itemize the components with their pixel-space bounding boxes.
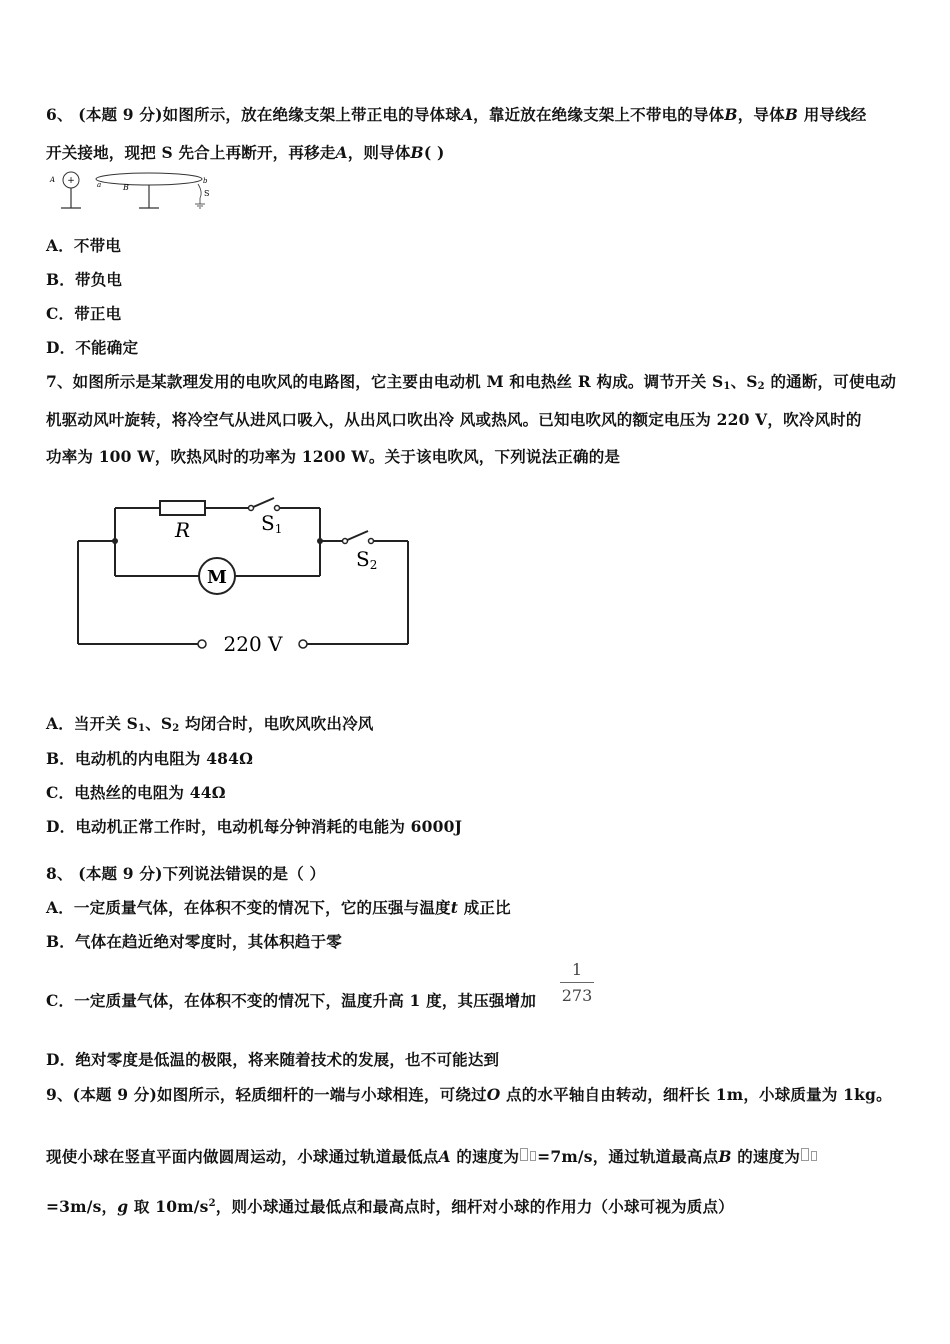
terminal-left <box>198 640 206 648</box>
q9-stem-line-2: 现使小球在竖直平面内做圆周运动，小球通过轨道最低点A 的速度为 =7m/s，通过轨道最高点B 的速度为 <box>46 1145 818 1167</box>
missing-symbol-placeholder <box>520 1148 528 1161</box>
q9-stem-line-3: =3m/s，g 取 $10m/s^2$，则小球通过最低点和最高点时，细杆对小球的作用力（小球可视为质点） <box>46 1197 734 1216</box>
q9-stem-line-1: 9、(本题 9 分)如图所示，轻质细杆的一端与小球相连，可绕过O 点的水平轴自由转动，细杆长 1m，小球质量为 1kg。 <box>46 1085 892 1104</box>
label-A: A <box>50 176 56 184</box>
q6-option-c: C．带正电 <box>46 304 122 323</box>
fraction-numerator: 1 <box>571 960 583 979</box>
resistor-R <box>160 501 205 515</box>
q8-option-b: B．气体在趋近绝对零度时，其体积趋于零 <box>46 932 342 951</box>
switch-S2-blade <box>345 531 368 541</box>
q7-stem-line-2: 机驱动风叶旋转，将冷空气从进风口吸入，从出风口吹出冷 风或热风。已知电吹风的额定电压为 220 V，吹冷风时的 <box>46 410 862 429</box>
label-a: a <box>97 181 102 189</box>
q7-option-b: B．电动机的内电阻为 484Ω <box>46 749 254 768</box>
fraction-denominator: 273 <box>561 986 593 1005</box>
q6-stem-line-2: 开关接地，现把 S 先合上再断开，再移走A，则导体B( ) <box>46 143 445 162</box>
missing-symbol-placeholder <box>530 1151 536 1161</box>
label-M: M <box>207 567 227 588</box>
missing-symbol-placeholder <box>811 1151 817 1161</box>
q8-stem: 8、 (本题 9 分)下列说法错误的是（ ） <box>46 864 326 883</box>
q7-option-c: C．电热丝的电阻为 44Ω <box>46 783 226 802</box>
label-S1: S1 <box>261 511 283 536</box>
fraction-1-over-273 <box>560 960 594 1005</box>
conductor-B <box>96 173 202 185</box>
q6-option-b: B．带负电 <box>46 270 123 289</box>
q7-stem-line-3: 功率为 100 W，吹热风时的功率为 1200 W。关于该电吹风，下列说法正确的是 <box>46 447 621 466</box>
label-b: b <box>203 177 208 185</box>
q8-option-c: C．一定质量气体，在体积不变的情况下，温度升高 1 度，其压强增加 <box>46 991 537 1010</box>
q7-circuit-diagram <box>70 494 420 662</box>
q6-stem-line-1: 6、 (本题 9 分)如图所示，放在绝缘支架上带正电的导体球A，靠近放在绝缘支架上不带电的导体B，导体B 用导线经 <box>46 105 867 124</box>
terminal-right <box>299 640 307 648</box>
label-S: S <box>204 189 210 198</box>
label-S2: S2 <box>356 547 378 572</box>
label-B: B <box>123 183 129 192</box>
q6-option-d: D．不能确定 <box>46 338 139 357</box>
q7-option-a: A．当开关 $S_1$、$S_2$ 均闭合时，电吹风吹出冷风 <box>46 714 374 734</box>
q8-option-d: D．绝对零度是低温的极限，将来随着技术的发展，也不可能达到 <box>46 1050 500 1069</box>
q7-option-d: D．电动机正常工作时，电动机每分钟消耗的电能为 6000J <box>46 817 463 836</box>
missing-symbol-placeholder <box>801 1148 809 1161</box>
q7-stem-line-1: 7、如图所示是某款理发用的电吹风的电路图，它主要由电动机 M 和电热丝 R 构成。调节开关 $S_1$、$S_2$ 的通断，可使电动 <box>46 372 897 392</box>
label-R: R <box>175 518 191 542</box>
switch-S1-blade <box>251 498 274 508</box>
label-voltage: 220 V <box>223 632 283 656</box>
q6-figure <box>46 170 226 214</box>
plus-sign: + <box>67 176 75 186</box>
q8-option-a: A．一定质量气体，在体积不变的情况下，它的压强与温度t 成正比 <box>46 898 511 917</box>
q6-option-a: A．不带电 <box>46 236 122 255</box>
